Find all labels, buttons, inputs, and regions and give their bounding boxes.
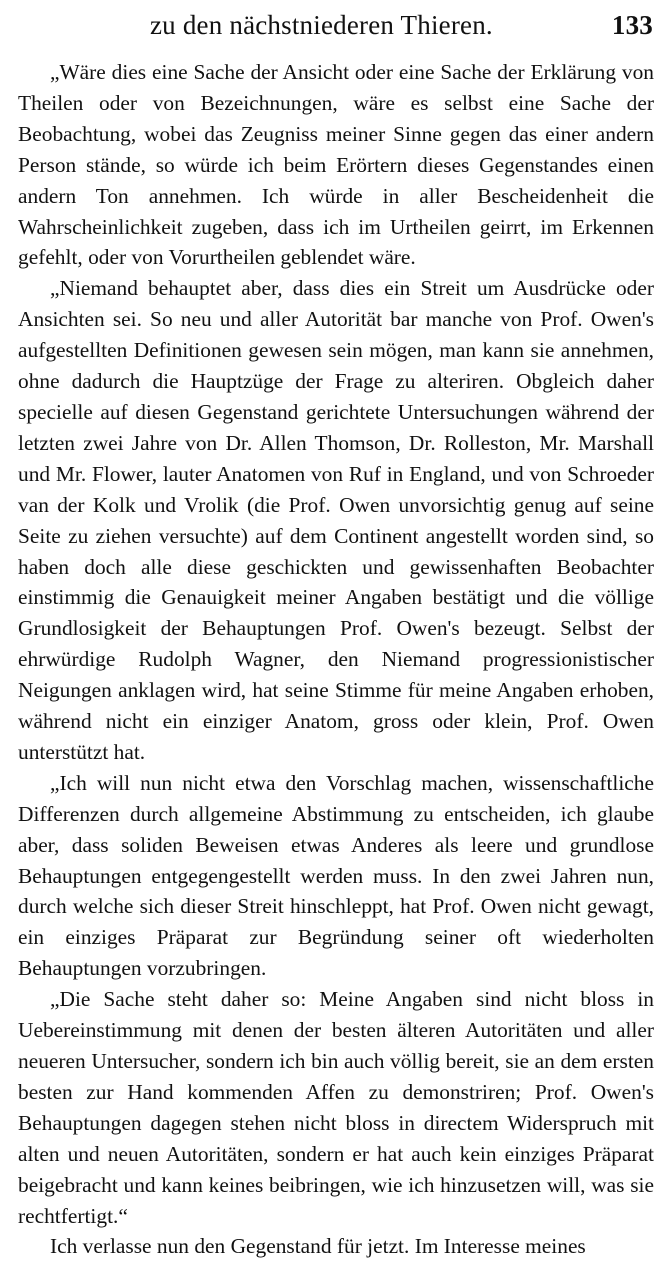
body-text bbox=[18, 57, 654, 1262]
paragraph: „Ich will nun nicht etwa den Vorschlag machen, wissenschaftliche Differenzen durch allgemeine Abstimmung zu entscheiden, ich glaube aber, dass soliden Beweisen etwas Anderes als leere und grundlose Behauptungen entgegengestellt werden muss. In den zwei Jahren nun, durch welche sich dieser Streit hinschleppt, hat Prof. Owen nicht gewagt, ein einziges Präparat zur Begründung seiner oft wiederholten Behauptungen vorzubringen. bbox=[18, 770, 654, 981]
running-head: zu den nächstniederen Thieren. bbox=[150, 10, 493, 40]
paragraph: „Die Sache steht daher so: Meine Angaben sind nicht bloss in Uebereinstimmung mit denen der besten älteren Autoritäten und aller neueren Untersucher, sondern ich bin auch völlig bereit, sie an dem ersten besten zur Hand kommenden Affen zu demonstriren; Prof. Owen's Behauptungen dagegen stehen nicht bloss in directem Widerspruch mit alten und neuen Autoritäten, sondern er hat auch kein einziges Präparat beigebracht und kann keines beibringen, wie ich hinzusetzen will, was sie rechtfertigt.“ bbox=[18, 987, 654, 1228]
paragraph: „Niemand behauptet aber, dass dies ein Streit um Ausdrücke oder Ansichten sei. So neu und aller Autorität bar manche von Prof. Owen's aufgestellten Definitionen gewesen sein mögen, man kann sie annehmen, ohne dadurch die Hauptzüge der Frage zu alteriren. Obgleich daher specielle auf diesen Gegenstand gerichtete Untersuchungen während der letzten zwei Jahre von Dr. Allen Thomson, Dr. Rolleston, Mr. Marshall und Mr. Flower, lauter Anatomen von Ruf in England, und von Schroeder van der Kolk und Vrolik (die Prof. Owen unvorsichtig genug auf seine Seite zu ziehen versuchte) auf dem Continent angestellt worden sind, so haben doch alle diese geschickten und gewissenhaften Beobachter einstimmig die Genauigkeit meiner Angaben bestätigt und die völlige Grundlosigkeit der Behauptungen Prof. Owen's bezeugt. Selbst der ehrwürdige Rudolph Wagner, den Niemand progressionistischer Neigungen anklagen wird, hat seine Stimme für meine Angaben erhoben, während nicht ein einziger Anatom, gross oder klein, Prof. Owen unterstützt hat. bbox=[18, 276, 654, 764]
paragraph: Ich verlasse nun den Gegenstand für jetzt. Im Interesse meines bbox=[50, 1234, 586, 1259]
page-number: 133 bbox=[611, 10, 653, 40]
page-header bbox=[18, 10, 653, 50]
paragraph: „Wäre dies eine Sache der Ansicht oder eine Sache der Erklärung von Theilen oder von Bezeichnungen, wäre es selbst eine Sache der Beobachtung, wobei das Zeugniss meiner Sinne gegen das einer andern Person stände, so würde ich beim Erörtern dieses Gegenstandes einen andern Ton annehmen. Ich würde in aller Bescheidenheit die Wahrscheinlichkeit zugeben, dass ich im Urtheilen geirrt, im Erkennen gefehlt, oder von Vorurtheilen geblendet wäre. bbox=[18, 60, 654, 270]
